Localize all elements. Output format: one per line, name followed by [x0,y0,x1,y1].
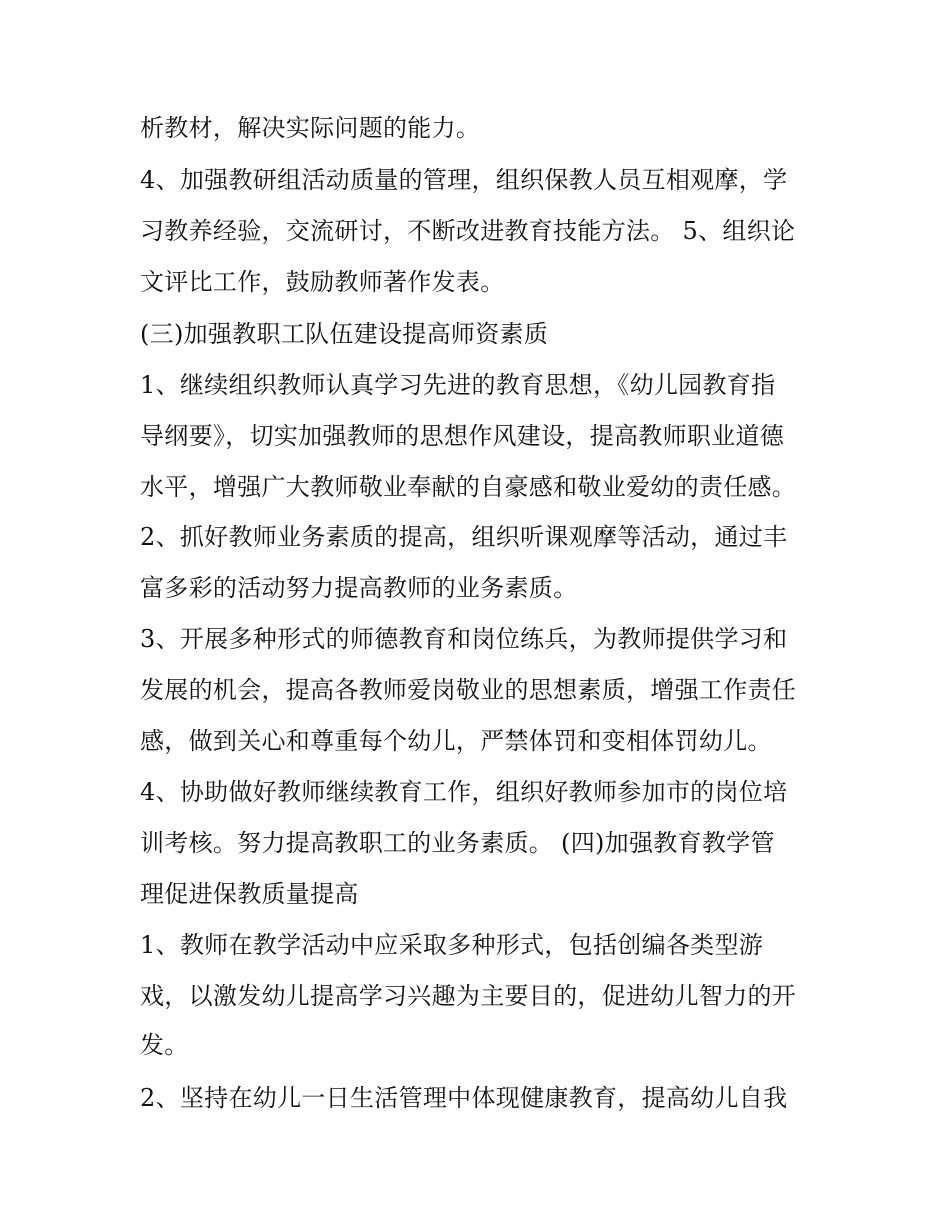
text-line: 2、坚持在幼儿一日生活管理中体现健康教育，提高幼儿自我 [140,1084,788,1112]
text-line: 戏，以激发幼儿提高学习兴趣为主要目的，促进幼儿智力的开 [140,982,797,1010]
text-line: 析教材，解决实际问题的能力。 [140,114,481,142]
text-line: 1、继续组织教师认真学习先进的教育思想，《幼儿园教育指 [140,371,776,399]
text-line: 4、协助做好教师继续教育工作，组织好教师参加市的岗位培 [140,778,788,806]
text-line: 富多彩的活动努力提高教师的业务素质。 [140,574,578,602]
section-heading: (三)加强教职工队伍建设提高师资素质 [140,320,549,348]
text-line: 导纲要》，切实加强教师的思想作风建设，提高教师职业道德 [140,422,785,450]
text-line: 文评比工作，鼓励教师著作发表。 [140,268,505,296]
text-line: 2、抓好教师业务素质的提高，组织听课观摩等活动，通过丰 [140,523,788,551]
text-line: 发。 [140,1031,189,1059]
text-line: 4、加强教研组活动质量的管理，组织保教人员互相观摩，学 [140,166,788,194]
text-line: 发展的机会，提高各教师爱岗敬业的思想素质，增强工作责任 [140,676,797,704]
text-line: 1、教师在教学活动中应采取多种形式，包括创编各类型游 [140,931,764,959]
text-line: 习教养经验，交流研讨，不断改进教育技能方法。 5、组织论 [140,217,796,245]
text-line: 理促进保教质量提高 [140,880,359,908]
text-line: 训考核。努力提高教职工的业务素质。 (四)加强教育教学管 [140,829,775,857]
text-line: 3、开展多种形式的师德教育和岗位练兵，为教师提供学习和 [140,625,788,653]
text-line: 感，做到关心和尊重每个幼儿，严禁体罚和变相体罚幼儿。 [140,727,772,755]
text-line: 水平，增强广大教师敬业奉献的自豪感和敬业爱幼的责任感。 [140,473,797,501]
